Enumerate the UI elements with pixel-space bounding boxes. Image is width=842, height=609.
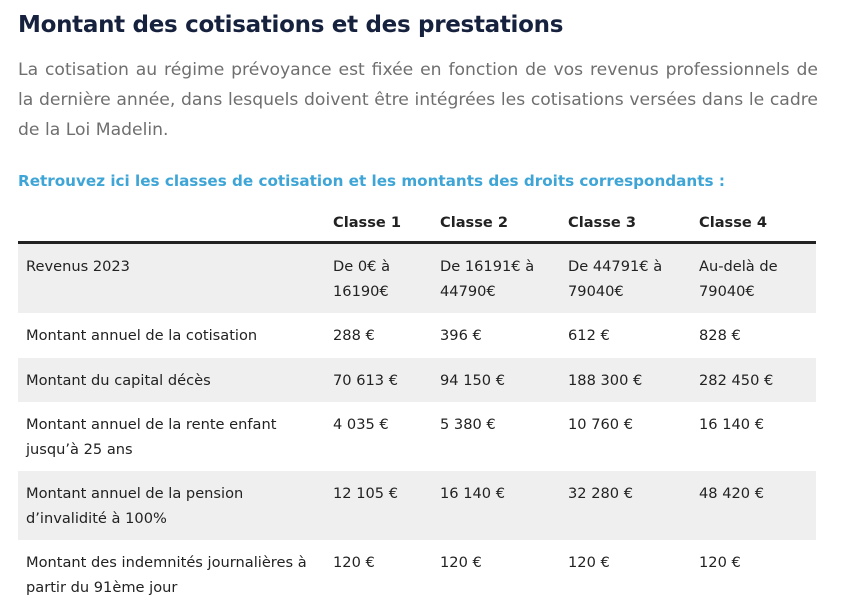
table-cell: 188 300 € <box>560 358 691 403</box>
table-cell: 70 613 € <box>325 358 432 403</box>
intro-paragraph: La cotisation au régime prévoyance est fixée en fonction de vos revenus professionnels de la dernière année, dans lesquels doivent être intégrées les cotisations versées dans le cadre de la Loi Madelin. <box>18 60 818 140</box>
table-cell: 32 280 € <box>560 471 691 540</box>
table-cell: 10 760 € <box>560 402 691 471</box>
table-cell: De 44791€ à 79040€ <box>560 243 691 314</box>
table-cell: 612 € <box>560 313 691 358</box>
table-cell: 16 140 € <box>691 402 816 471</box>
table-cell: 48 420 € <box>691 471 816 540</box>
table-row-revenus <box>18 243 816 314</box>
table-cell: 5 380 € <box>432 402 560 471</box>
header-cell-classe-3: Classe 3 <box>560 203 691 243</box>
table-cell: 120 € <box>560 540 691 609</box>
header-cell-classe-4: Classe 4 <box>691 203 816 243</box>
table-cell: 94 150 € <box>432 358 560 403</box>
table-row-capital-deces <box>18 358 816 403</box>
table-cell: Au-delà de 79040€ <box>691 243 816 314</box>
table-cell: 282 450 € <box>691 358 816 403</box>
table-row-rente-enfant <box>18 402 816 471</box>
table-cell: 828 € <box>691 313 816 358</box>
table-cell: 396 € <box>432 313 560 358</box>
table-row-cotisation <box>18 313 816 358</box>
table-cell: De 0€ à 16190€ <box>325 243 432 314</box>
table-row-pension-invalidite <box>18 471 816 540</box>
row-label: Montant annuel de la rente enfant jusqu’à 25 ans <box>18 402 325 471</box>
table-cell: 120 € <box>432 540 560 609</box>
row-label: Montant annuel de la cotisation <box>18 313 325 358</box>
table-cell: 288 € <box>325 313 432 358</box>
header-cell-classe-1: Classe 1 <box>325 203 432 243</box>
table-cell: 120 € <box>325 540 432 609</box>
contribution-table <box>18 203 816 609</box>
table-cell: 12 105 € <box>325 471 432 540</box>
header-cell-classe-2: Classe 2 <box>432 203 560 243</box>
table-header-row <box>18 203 816 243</box>
table-subtitle: Retrouvez ici les classes de cotisation et les montants des droits correspondants : <box>18 172 725 190</box>
table-cell: 16 140 € <box>432 471 560 540</box>
row-label: Montant des indemnités journalières à partir du 91ème jour <box>18 540 325 609</box>
row-label: Montant annuel de la pension d’invalidité à 100% <box>18 471 325 540</box>
table-cell: De 16191€ à 44790€ <box>432 243 560 314</box>
row-label: Revenus 2023 <box>18 243 325 314</box>
table-cell: 120 € <box>691 540 816 609</box>
header-cell-empty <box>18 203 325 243</box>
page-title: Montant des cotisations et des prestations <box>18 12 564 38</box>
table-cell: 4 035 € <box>325 402 432 471</box>
table-row-indemnites <box>18 540 816 609</box>
row-label: Montant du capital décès <box>18 358 325 403</box>
